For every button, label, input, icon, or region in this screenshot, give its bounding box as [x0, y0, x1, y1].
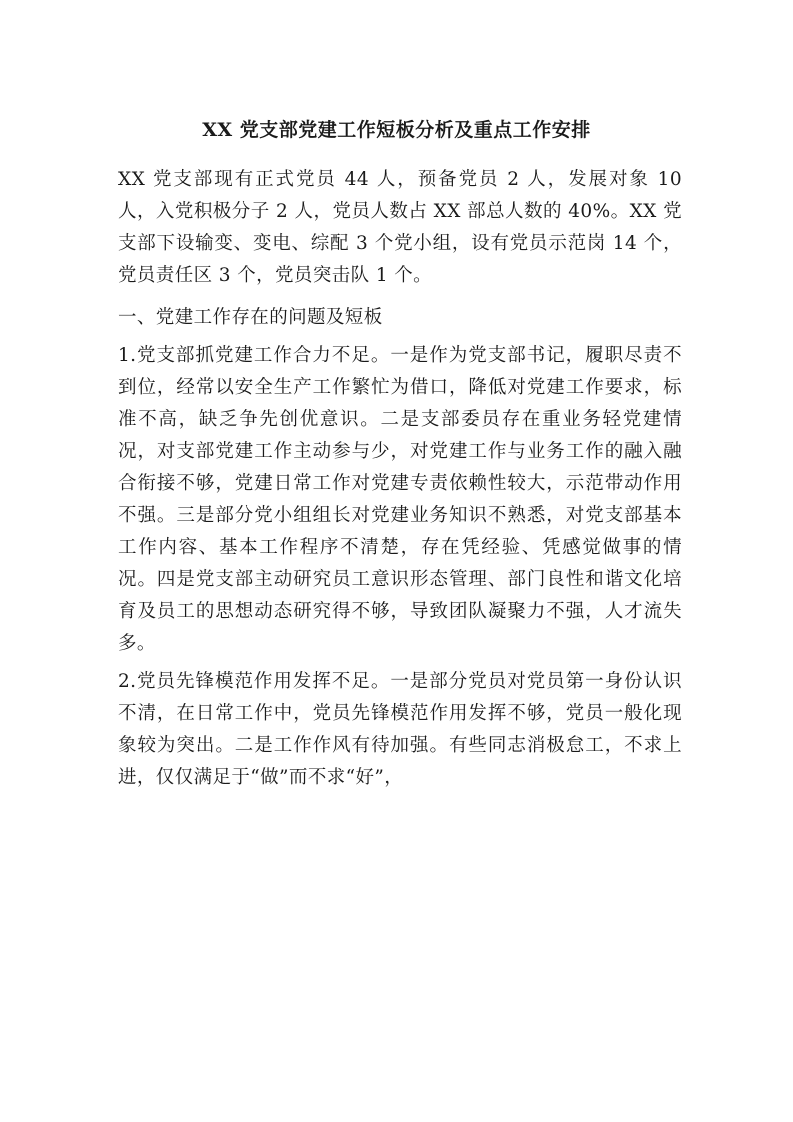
- intro-paragraph: XX 党支部现有正式党员 44 人，预备党员 2 人，发展对象 10 人，入党积极分子 2 人，党员人数占 XX 部总人数的 40%。XX 党支部下设输变、变电、综配 3 个党小组，设有党员示范岗 14 个，党员责任区 3 个，党员突击队 1 个。: [118, 169, 682, 286]
- document-body: [118, 164, 682, 800]
- document-title: XX 党支部党建工作短板分析及重点工作安排: [202, 119, 591, 141]
- section-heading-problems: 一、党建工作存在的问题及短板: [118, 307, 383, 328]
- problem-item-2: 2.党员先锋模范作用发挥不足。一是部分党员对党员第一身份认识不清，在日常工作中，党员先锋模范作用发挥不够，党员一般化现象较为突出。二是工作作风有待加强。有些同志消极怠工，不求上进，仅仅满足于“做”而不求“好”，: [118, 671, 682, 788]
- problem-item-1: 1.党支部抓党建工作合力不足。一是作为党支部书记，履职尽责不到位，经常以安全生产工作繁忙为借口，降低对党建工作要求，标准不高，缺乏争先创优意识。二是支部委员存在重业务轻党建情况，对支部党建工作主动参与少，对党建工作与业务工作的融入融合衔接不够，党建日常工作对党建专责依赖性较大，示范带动作用不强。三是部分党小组组长对党建业务知识不熟悉，对党支部基本工作内容、基本工作程序不清楚，存在凭经验、凭感觉做事的情况。四是党支部主动研究员工意识形态管理、部门良性和谐文化培育及员工的思想动态研究得不够，导致团队凝聚力不强，人才流失多。: [118, 345, 682, 654]
